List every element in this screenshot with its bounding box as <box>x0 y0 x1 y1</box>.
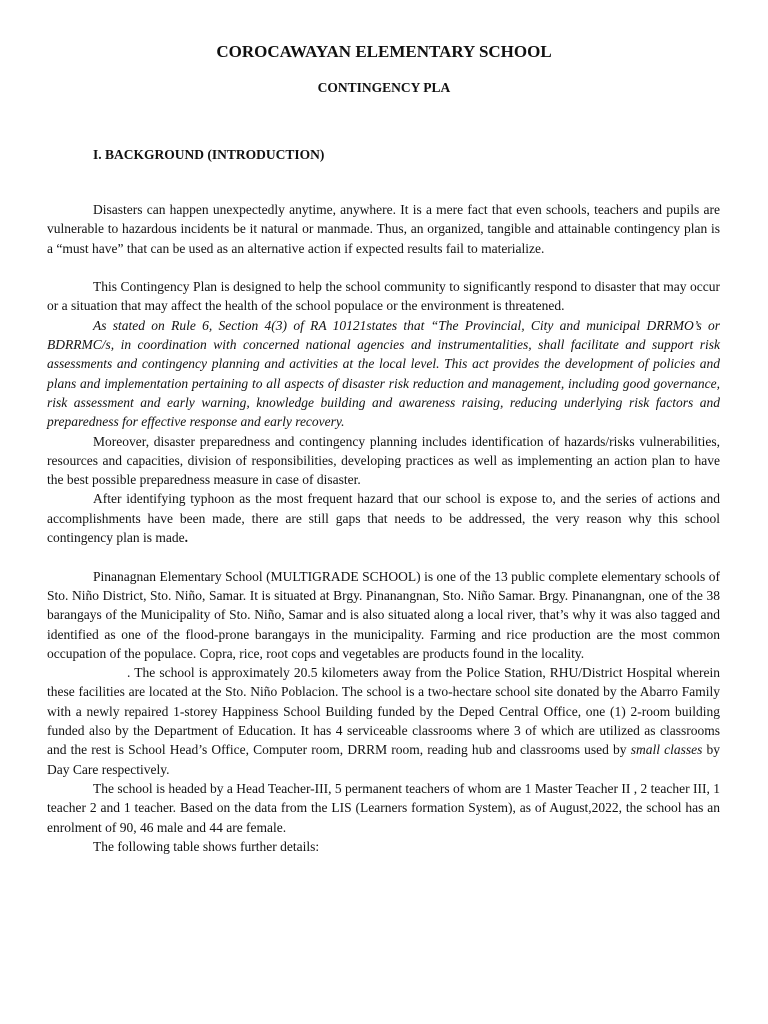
paragraph-facilities-italic: small classes <box>630 742 703 758</box>
paragraph-facilities-end: by Day Care respectively. <box>47 742 720 777</box>
paragraph-table-intro: The following table shows further details: <box>93 838 320 854</box>
plan-title: CONTINGENCY PLA <box>317 80 451 95</box>
paragraph-typhoon <box>47 489 720 547</box>
section-heading: I. BACKGROUND (INTRODUCTION) <box>93 147 325 162</box>
paragraph-typhoon-text: After identifying typhoon as the most frequent hazard that our school is expose to, and the series of actions and accomplishments have been made, there are still gaps that needs to be addressed, the very reason why this school contingency plan is made <box>47 491 720 546</box>
paragraph-typhoon-end: . <box>184 530 188 546</box>
paragraph-school-facilities <box>47 663 720 779</box>
paragraph-disasters: Disasters can happen unexpectedly anytime, anywhere. It is a mere fact that even schools, teachers and pupils are vulnerable to hazardous incidents be it natural or manmade. Thus, an organized, tangible and attainable contingency plan is a “must have” that can be used as an alternative action if expected results fail to materialize. <box>47 202 720 256</box>
paragraph-plan-purpose: This Contingency Plan is designed to help the school community to significantly respond to disaster that may occur or a situation that may affect the health of the school populace or the environment is threatened. <box>47 279 720 314</box>
paragraph-ra-10121: As stated on Rule 6, Section 4(3) of RA 10121states that “The Provincial, City and municipal DRRMO’s or BDRRMC/s, in coordination with concerned national agencies and instrumentalities, shall facilitate and support risk assessments and contingency planning and activities at the local level. This act provides the development of policies and plans and implementation pertaining to all aspects of disaster risk reduction and management, including good governance, risk assessment and early warning, knowledge building and awareness raising, reducing underlying risk factors and preparedness for effective response and early recovery. <box>47 317 720 430</box>
paragraph-staffing: The school is headed by a Head Teacher-III, 5 permanent teachers of whom are 1 Master Teacher II , 2 teacher III, 1 teacher 2 and 1 teacher. Based on the data from the LIS (Learners formation System), as of August,2022, the school has an enrolment of 90, 46 male and 44 are female. <box>47 780 720 835</box>
paragraph-facilities-text: . The school is approximately 20.5 kilometers away from the Police Station, RHU/District Hospital wherein these facilities are located at the Sto. Niño Poblacion. The school is a two-hectare school site donated by the Abarro Family with a newly repaired 1-storey Happiness School Building funded by the Deped Central Office, one (1) 2-room building funded also by the Department of Education. It has 4 serviceable classrooms where 3 of which are utilized as classrooms and the rest is School Head’s Office, Computer room, DRRM room, reading hub and classrooms used by <box>47 665 720 758</box>
paragraph-preparedness: Moreover, disaster preparedness and contingency planning includes identification of hazards/risks vulnerabilities, resources and capacities, division of responsibilities, developing practices as well as implementing an action plan to have the best possible preparedness measure in case of disaster. <box>47 433 720 488</box>
school-name: COROCAWAYAN ELEMENTARY SCHOOL <box>216 42 552 61</box>
document-body <box>47 200 720 856</box>
paragraph-school-profile: Pinanagnan Elementary School (MULTIGRADE SCHOOL) is one of the 13 public complete elementary schools of Sto. Niño District, Sto. Niño, Samar. It is situated at Brgy. Pinanangnan, Sto. Niño Samar. Brgy. Pinanangnan, one of the 38 barangays of the Municipality of Sto. Niño, Samar and is also situated along a local river, that’s why it was also tagged and identified as one of the flood-prone barangays in the municipality. Farming and rice production are the most common occupation of the populace. Copra, rice, root cops and vegetables are products found in the locality. <box>47 568 720 661</box>
